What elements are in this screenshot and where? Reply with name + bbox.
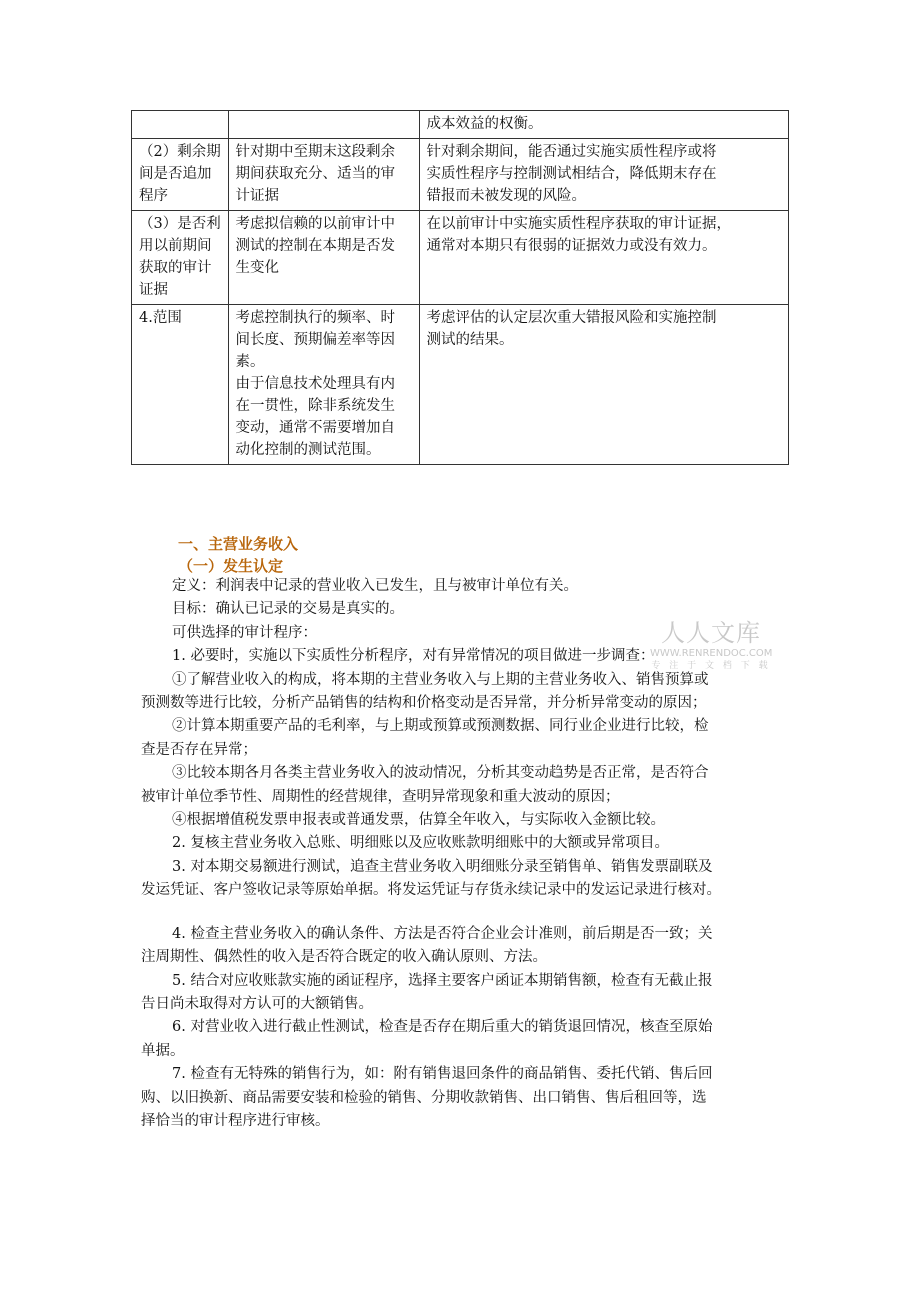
paragraph-line: 择恰当的审计程序进行审核。	[141, 1112, 330, 1129]
table-row	[132, 211, 789, 305]
subsection-heading: （一）发生认定	[178, 557, 284, 575]
watermark-url: WWW.RENRENDOC.COM	[650, 648, 773, 659]
cell-line: 用以前期间	[139, 238, 212, 254]
paragraph-line: 目标：确认已记录的交易是真实的。	[172, 601, 404, 618]
paragraph-line: 7. 检查有无特殊的销售行为，如：附有销售退回条件的商品销售、委托代销、售后回	[172, 1066, 713, 1083]
cell-line: 间是否追加	[139, 166, 212, 182]
paragraph-line: 发运凭证、客户签收记录等原始单据。将发运凭证与存货永续记录中的发运记录进行核对。	[141, 882, 721, 899]
paragraph-line: ③比较本期各月各类主营业务收入的波动情况，分析其变动趋势是否正常，是否符合	[172, 765, 709, 782]
paragraph-line: 4. 检查主营业务收入的确认条件、方法是否符合企业会计准则，前后期是否一致；关	[172, 925, 713, 942]
paragraph-line: 预测数等进行比较，分析产品销售的结构和价格变动是否异常，并分析异常变动的原因；	[141, 695, 707, 712]
cell-line: （3）是否利	[139, 216, 221, 232]
paragraph-line: ②计算本期重要产品的毛利率，与上期或预算或预测数据、同行业企业进行比较，检	[172, 718, 709, 735]
cell-line: 计证据	[235, 188, 280, 204]
paragraph-line: 3. 对本期交易额进行测试，追查主营业务收入明细账分录至销售单、销售发票副联及	[172, 858, 713, 875]
watermark-logo: 人人文库	[661, 619, 761, 647]
table-cell	[419, 305, 788, 465]
paragraph-line: 注周期性、偶然性的收入是否符合既定的收入确认原则、方法。	[141, 949, 547, 966]
table-cell	[228, 111, 419, 139]
cell-line: 间长度、预期偏差率等因	[235, 332, 396, 348]
cell-line: （2）剩余期	[139, 144, 221, 160]
paragraph-line: 单据。	[141, 1042, 185, 1059]
table-cell	[132, 111, 229, 139]
table-cell	[132, 139, 229, 211]
cell-line: 成本效益的权衡。	[426, 116, 543, 132]
cell-line: 程序	[139, 188, 168, 204]
cell-line: 获取的审计	[139, 260, 212, 276]
cell-line: 素。	[235, 354, 265, 370]
table-cell	[132, 305, 229, 465]
cell-line: 在一贯性，除非系统发生	[235, 398, 396, 414]
cell-line: 针对剩余期间，能否通过实施实质性程序或将	[426, 144, 717, 160]
paragraph-line: 6. 对营业收入进行截止性测试，检查是否存在期后重大的销货退回情况，核查至原始	[172, 1019, 713, 1036]
table-row	[132, 139, 789, 211]
paragraph-line: ④根据增值税发票申报表或普通发票，估算全年收入，与实际收入金额比较。	[172, 812, 665, 829]
section-heading: 一、主营业务收入	[178, 535, 299, 553]
cell-line: 考虑评估的认定层次重大错报风险和实施控制	[426, 310, 717, 326]
cell-line: 测试的结果。	[426, 332, 514, 348]
paragraph-line: 5. 结合对应收账款实施的函证程序，选择主要客户函证本期销售额，检查有无截止报	[172, 972, 713, 989]
cell-line: 4.范围	[139, 310, 182, 326]
table-cell	[419, 139, 788, 211]
cell-line: 期间获取充分、适当的审	[235, 166, 396, 182]
cell-line: 变动，通常不需要增加自	[235, 420, 396, 436]
cell-line: 考虑控制执行的频率、时	[235, 310, 396, 326]
cell-line: 生变化	[235, 260, 280, 276]
table-cell	[419, 211, 788, 305]
cell-line: 通常对本期只有很弱的证据效力或没有效力。	[426, 238, 717, 254]
audit-control-table	[131, 110, 789, 465]
table-cell	[228, 211, 419, 305]
table-cell	[228, 139, 419, 211]
cell-line: 在以前审计中实施实质性程序获取的审计证据，	[426, 216, 732, 232]
paragraph-line: 购、以旧换新、商品需要安装和检验的销售、分期收款销售、出口销售、售后租回等，选	[141, 1089, 707, 1106]
paragraph-line: 可供选择的审计程序：	[172, 624, 317, 641]
table-cell	[419, 111, 788, 139]
table-cell	[132, 211, 229, 305]
cell-line: 考虑拟信赖的以前审计中	[235, 216, 396, 232]
paragraph-line: 1. 必要时，实施以下实质性分析程序，对有异常情况的项目做进一步调查：	[172, 648, 655, 665]
paragraph-line: 定义：利润表中记录的营业收入已发生，且与被审计单位有关。	[172, 578, 578, 594]
watermark	[650, 618, 772, 672]
watermark-slogan: 专 注 于 文 档 下 载	[651, 661, 771, 671]
cell-line: 由于信息技术处理具有内	[235, 376, 396, 392]
paragraph-line: 被审计单位季节性、周期性的经营规律，查明异常现象和重大波动的原因；	[141, 788, 620, 805]
cell-line: 测试的控制在本期是否发	[235, 238, 396, 254]
cell-line: 动化控制的测试范围。	[235, 442, 381, 458]
paragraph-line: 2. 复核主营业务收入总账、明细账以及应收账款明细账中的大额或异常项目。	[172, 835, 669, 852]
table-row	[132, 111, 789, 139]
blank-line	[141, 903, 781, 923]
cell-line: 实质性程序与控制测试相结合，降低期末存在	[426, 166, 717, 182]
paragraph-line: ①了解营业收入的构成，将本期的主营业务收入与上期的主营业务收入、销售预算或	[172, 671, 709, 688]
cell-line: 针对期中至期末这段剩余	[235, 144, 396, 160]
cell-line: 证据	[139, 282, 168, 298]
paragraph-line: 告日尚未取得对方认可的大额销售。	[141, 995, 373, 1012]
cell-line: 错报而未被发现的风险。	[426, 188, 587, 204]
table-cell	[228, 305, 419, 465]
paragraph-line: 查是否存在异常；	[141, 741, 257, 758]
table-row	[132, 305, 789, 465]
